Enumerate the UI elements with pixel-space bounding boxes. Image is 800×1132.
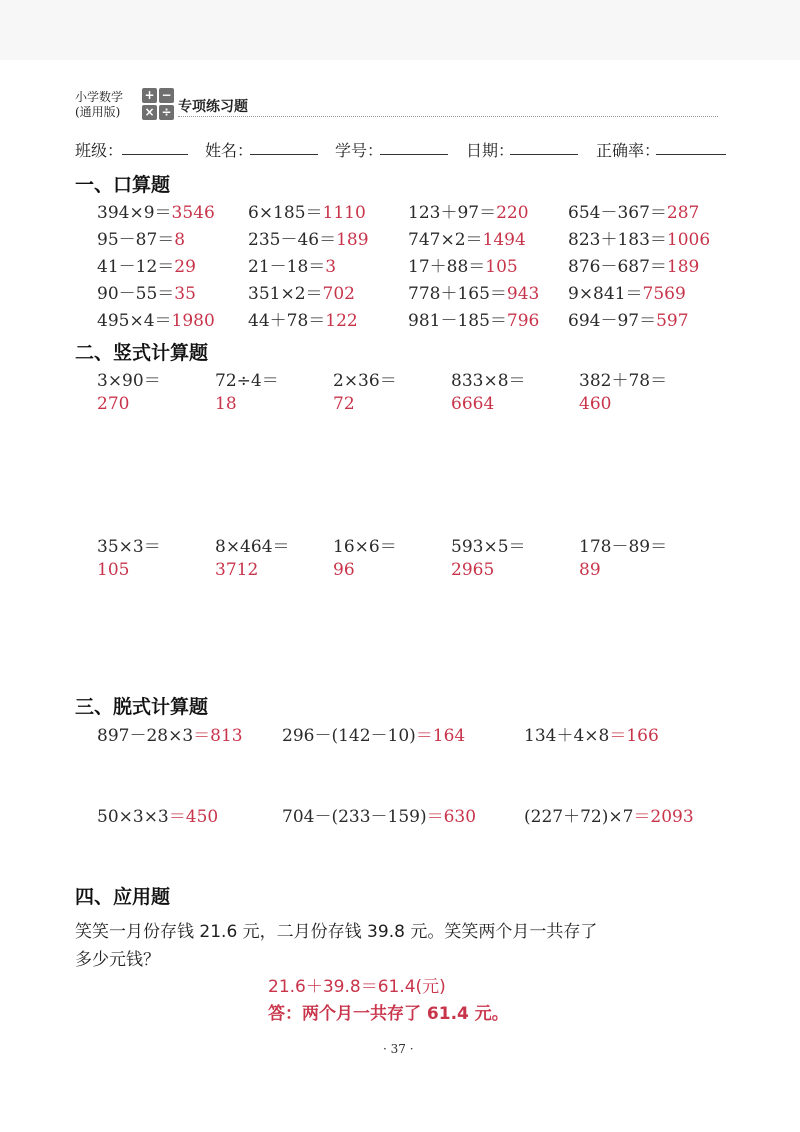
section4-heading: 四、应用题: [75, 886, 171, 908]
problem-expression: 876－687＝: [568, 257, 667, 277]
header-divider: [178, 116, 718, 117]
problem-answer: 287: [666, 203, 700, 223]
problem-expression: 134＋4×8: [524, 726, 610, 746]
vertical-problem-answer: 6664: [451, 394, 495, 414]
problem-answer: ＝164: [415, 726, 466, 746]
problem-expression: 704－(233－159): [282, 807, 427, 827]
problem-answer: 1494: [482, 230, 526, 250]
section1-heading: 一、口算题: [75, 174, 171, 196]
mental-math-problem: [408, 306, 539, 331]
plus-icon: +: [142, 88, 157, 103]
name-field[interactable]: [250, 154, 318, 155]
mental-math-problem: [568, 252, 699, 277]
brand-line2: (通用版): [75, 105, 121, 119]
date-label: 日期：: [466, 141, 515, 160]
vertical-problem-answer: 270: [97, 394, 130, 414]
problem-expression: 21－18＝: [248, 257, 326, 277]
problem-expression: 44＋78＝: [248, 311, 326, 331]
problem-answer: 943: [506, 284, 540, 304]
problem-answer: ＝630: [426, 807, 477, 827]
vertical-problem-expression: 35×3＝: [97, 537, 161, 557]
problem-answer: 189: [336, 230, 369, 250]
problem-answer: 29: [174, 257, 196, 277]
problem-expression: 50×3×3: [97, 807, 169, 827]
step-calc-problem: [97, 802, 218, 827]
mental-math-problem: [408, 198, 529, 223]
problem-answer: 35: [174, 284, 196, 304]
vertical-problem-expression: 593×5＝: [451, 537, 526, 557]
brand-label: [75, 90, 123, 120]
problem-answer: 597: [656, 311, 689, 331]
word-problem-solution: 21.6＋39.8＝61.4(元): [268, 977, 446, 997]
vertical-problem-expression: 3×90＝: [97, 371, 161, 391]
problem-answer: 7569: [642, 284, 686, 304]
mental-math-problem: [248, 225, 369, 250]
student-id-label: 学号：: [335, 141, 384, 160]
step-calc-problem: [524, 721, 659, 746]
problem-answer: 1110: [322, 203, 366, 223]
brand-line1: 小学数学: [75, 90, 124, 104]
class-label: 班级：: [75, 141, 124, 160]
problem-expression: 778＋165＝: [408, 284, 507, 304]
problem-answer: 220: [496, 203, 529, 223]
problem-expression: 123＋97＝: [408, 203, 497, 223]
problem-answer: 702: [322, 284, 355, 304]
word-problem-line1: 笑笑一月份存钱 21.6 元，二月份存钱 39.8 元。笑笑两个月一共存了: [75, 922, 598, 942]
problem-answer: ＝2093: [633, 807, 694, 827]
problem-expression: 394×9＝: [97, 203, 172, 223]
mental-math-problem: [408, 279, 539, 304]
mental-math-problem: [408, 252, 518, 277]
vertical-problem-expression: 2×36＝: [333, 371, 397, 391]
vertical-problem-answer: 3712: [215, 560, 259, 580]
problem-expression: 41－12＝: [97, 257, 175, 277]
problem-answer: 1980: [171, 311, 215, 331]
mental-math-problem: [248, 279, 355, 304]
problem-answer: ＝813: [193, 726, 243, 746]
mental-math-problem: [248, 198, 366, 223]
class-field[interactable]: [122, 154, 188, 155]
step-calc-problem: [97, 721, 243, 746]
mental-math-problem: [568, 306, 689, 331]
vertical-problem-answer: 105: [97, 560, 130, 580]
vertical-problem-expression: 16×6＝: [333, 537, 397, 557]
vertical-problem-expression: 178－89＝: [579, 537, 668, 557]
problem-answer: 122: [325, 311, 358, 331]
mental-math-problem: [568, 225, 710, 250]
multiply-icon: ×: [142, 105, 157, 120]
problem-expression: 235－46＝: [248, 230, 337, 250]
vertical-problem-answer: 89: [579, 560, 601, 580]
vertical-problem-answer: 460: [579, 394, 612, 414]
word-problem-line2: 多少元钱？: [75, 950, 160, 970]
problem-expression: 654－367＝: [568, 203, 667, 223]
problem-answer: 189: [666, 257, 700, 277]
problem-expression: 90－55＝: [97, 284, 175, 304]
math-operators-icon: [142, 88, 174, 120]
step-calc-problem: [282, 721, 465, 746]
mental-math-problem: [568, 198, 699, 223]
accuracy-label: 正确率：: [596, 141, 661, 160]
problem-answer: ＝450: [168, 807, 219, 827]
mental-math-problem: [97, 306, 215, 331]
page-number: · 37 ·: [383, 1042, 414, 1056]
vertical-problem-answer: 72: [333, 394, 355, 414]
name-label: 姓名：: [205, 141, 254, 160]
problem-expression: 296－(142－10): [282, 726, 416, 746]
problem-answer: 3: [325, 257, 337, 277]
problem-expression: 9×841＝: [568, 284, 643, 304]
word-problem-answer: 答：两个月一共存了 61.4 元。: [268, 1004, 509, 1024]
vertical-problem-expression: 72÷4＝: [215, 371, 279, 391]
section3-heading: 三、脱式计算题: [75, 696, 209, 718]
mental-math-problem: [97, 279, 196, 304]
mental-math-problem: [568, 279, 686, 304]
mental-math-problem: [248, 252, 336, 277]
vertical-problem-expression: 833×8＝: [451, 371, 526, 391]
vertical-problem-answer: 2965: [451, 560, 495, 580]
problem-answer: 105: [485, 257, 518, 277]
problem-answer: 8: [174, 230, 186, 250]
problem-answer: ＝166: [609, 726, 659, 746]
problem-expression: 747×2＝: [408, 230, 483, 250]
mental-math-problem: [97, 198, 215, 223]
student-id-field[interactable]: [380, 154, 448, 155]
problem-expression: 495×4＝: [97, 311, 172, 331]
vertical-problem-answer: 18: [215, 394, 237, 414]
problem-expression: 694－97＝: [568, 311, 657, 331]
section2-heading: 二、竖式计算题: [75, 342, 209, 364]
problem-expression: (227＋72)×7: [524, 807, 634, 827]
problem-expression: 897－28×3: [97, 726, 194, 746]
problem-expression: 6×185＝: [248, 203, 323, 223]
mental-math-problem: [97, 252, 196, 277]
page-title: 专项练习题: [178, 99, 248, 115]
step-calc-problem: [524, 802, 694, 827]
mental-math-problem: [408, 225, 526, 250]
date-field[interactable]: [510, 154, 578, 155]
problem-expression: 95－87＝: [97, 230, 175, 250]
problem-answer: 3546: [171, 203, 215, 223]
problem-expression: 17＋88＝: [408, 257, 486, 277]
problem-answer: 796: [506, 311, 540, 331]
vertical-problem-expression: 8×464＝: [215, 537, 290, 557]
problem-expression: 351×2＝: [248, 284, 323, 304]
problem-expression: 981－185＝: [408, 311, 507, 331]
step-calc-problem: [282, 802, 476, 827]
vertical-problem-expression: 382＋78＝: [579, 371, 668, 391]
mental-math-problem: [248, 306, 358, 331]
divide-icon: ÷: [159, 105, 174, 120]
problem-answer: 1006: [666, 230, 711, 250]
mental-math-problem: [97, 225, 185, 250]
problem-expression: 823＋183＝: [568, 230, 667, 250]
accuracy-field[interactable]: [656, 154, 726, 155]
top-strip: [0, 0, 800, 60]
minus-icon: −: [159, 88, 174, 103]
vertical-problem-answer: 96: [333, 560, 355, 580]
